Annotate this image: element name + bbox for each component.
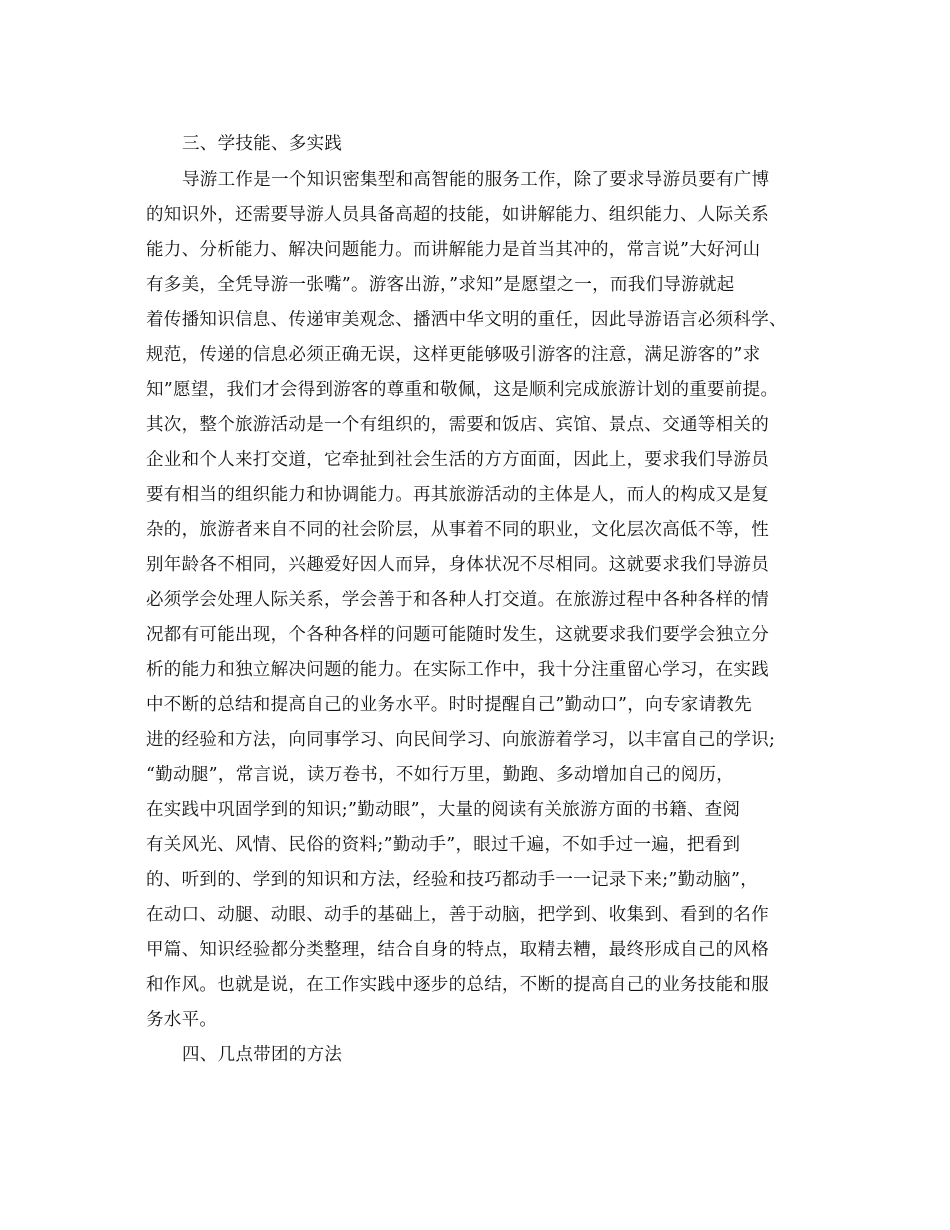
paragraph-line: 企业和个人来打交道，它牵扯到社会生活的方方面面，因此上，要求我们导游员 [146,450,769,470]
paragraph-line: 析的能力和独立解决问题的能力。在实际工作中，我十分注重留心学习，在实践 [146,660,769,680]
paragraph-line: 和作风。也就是说，在工作实践中逐步的总结，不断的提高自己的业务技能和服 [146,975,769,995]
paragraph-line: 有关风光、风情、民俗的资料;”勤动手”，眼过千遍，不如手过一遍，把看到 [146,835,741,855]
paragraph-line: 有多美，全凭导游一张嘴”。游客出游，”求知”是愿望之一，而我们导游就起 [146,275,735,295]
paragraph-line: 在动口、动腿、动眼、动手的基础上，善于动脑，把学到、收集到、看到的名作 [146,905,769,925]
paragraph-line: 况都有可能出现，个各种各样的问题可能随时发生，这就要求我们要学会独立分 [146,625,769,645]
paragraph-line: 的、听到的、学到的知识和方法，经验和技巧都动手一一记录下来;”勤动脑”， [146,870,759,890]
paragraph-line: 着传播知识信息、传递审美观念、播洒中华文明的重任，因此导游语言必须科学、 [146,310,787,330]
paragraph-line: 能力、分析能力、解决问题能力。而讲解能力是首当其冲的，常言说”大好河山 [146,240,761,260]
paragraph-line: 务水平。 [146,1010,218,1030]
paragraph-line: 的知识外，还需要导游人员具备高超的技能，如讲解能力、组织能力、人际关系 [146,205,769,225]
paragraph-line: 知”愿望，我们才会得到游客的尊重和敬佩，这是顺利完成旅游计划的重要前提。 [146,380,779,400]
paragraph-line: 规范，传递的信息必须正确无误，这样更能够吸引游客的注意，满足游客的”求 [146,345,761,365]
paragraph-line: 必须学会处理人际关系，学会善于和各种人打交道。在旅游过程中各种各样的情 [146,590,769,610]
section-heading-four: 四、几点带团的方法 [182,1045,343,1065]
paragraph-line: 中不断的总结和提高自己的业务水平。时时提醒自己”勤动口”，向专家请教先 [146,695,752,715]
paragraph-line: 进的经验和方法，向同事学习、向民间学习、向旅游着学习，以丰富自己的学识; [146,730,776,750]
paragraph-line: “勤动腿”，常言说，读万卷书，不如行万里，勤跑、多动增加自己的阅历， [146,765,735,785]
paragraph-line: 要有相当的组织能力和协调能力。再其旅游活动的主体是人，而人的构成又是复 [146,485,769,505]
paragraph-line: 在实践中巩固学到的知识;”勤动眼”，大量的阅读有关旅游方面的书籍、查阅 [146,800,741,820]
paragraph-line: 甲篇、知识经验都分类整理，结合自身的特点，取精去糟，最终形成自己的风格 [146,940,769,960]
paragraph-line: 其次，整个旅游活动是一个有组织的，需要和饭店、宾馆、景点、交通等相关的 [146,415,769,435]
section-heading-three: 三、学技能、多实践 [182,134,343,154]
paragraph-line: 杂的，旅游者来自不同的社会阶层，从事着不同的职业，文化层次高低不等，性 [146,520,769,540]
paragraph-line: 导游工作是一个知识密集型和高智能的服务工作，除了要求导游员要有广博 [182,170,770,190]
paragraph-line: 别年龄各不相同，兴趣爱好因人而异，身体状况不尽相同。这就要求我们导游员 [146,555,769,575]
